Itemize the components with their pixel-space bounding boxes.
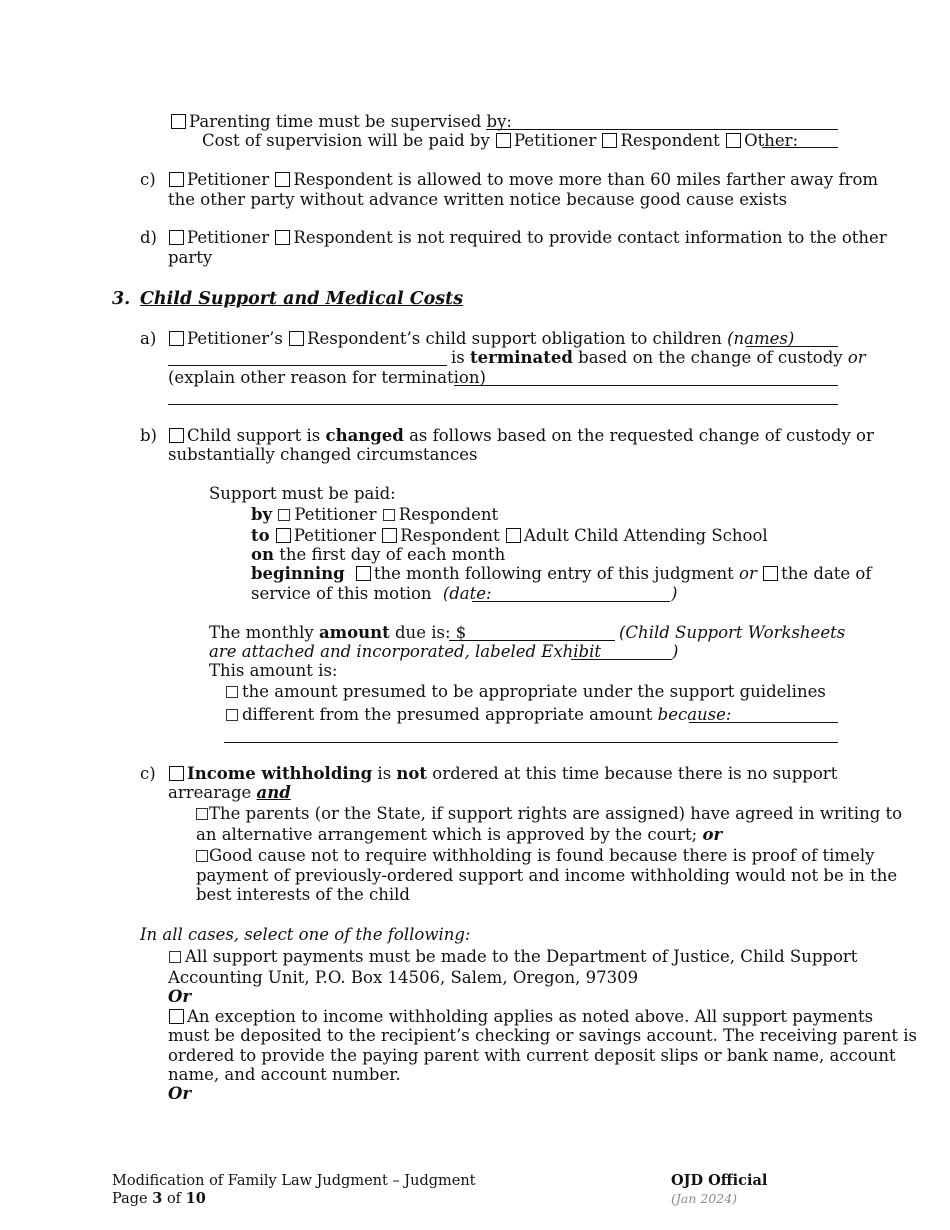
by-label: by — [251, 505, 273, 524]
item-c-move-line1 — [168, 170, 878, 190]
move-respondent-checkbox[interactable] — [275, 172, 290, 187]
beginning-service-checkbox[interactable] — [763, 566, 778, 581]
contact-petitioner-checkbox[interactable] — [169, 230, 184, 245]
paid-to-petitioner-label: Petitioner — [293, 526, 377, 545]
support-changed-line1-text: as follows based on the requested change of custody or — [409, 426, 874, 445]
cost-respondent-checkbox[interactable] — [602, 133, 617, 148]
footer-page-total: 10 — [185, 1190, 206, 1207]
terminated-or: or — [847, 348, 866, 367]
agreed-line2-text: an alternative arrangement which is approved by the court; — [196, 825, 698, 844]
service-date-close: ) — [671, 584, 678, 603]
exception-line4: name, and account number. — [168, 1065, 401, 1084]
exhibit-label-field[interactable] — [571, 659, 672, 660]
paid-to-adult-child-label: Adult Child Attending School — [523, 526, 768, 545]
monthly-amount-line — [209, 623, 466, 643]
contact-petitioner-label: Petitioner — [187, 228, 270, 247]
support-is-text: Child support is — [187, 426, 321, 445]
footer-page-number — [112, 1189, 206, 1209]
paid-by-respondent-label: Respondent — [398, 505, 499, 524]
support-changed-checkbox[interactable] — [169, 428, 184, 443]
paid-by-line — [251, 505, 498, 525]
footer-page-word: Page — [112, 1191, 148, 1207]
amount-word: amount — [318, 623, 390, 642]
terminated-is: is — [451, 348, 465, 367]
to-label: to — [251, 526, 270, 545]
exception-checkbox[interactable] — [169, 1009, 184, 1024]
cost-petitioner-label: Petitioner — [514, 131, 597, 150]
item-c-move-line2: the other party without advance written notice because good cause exists — [168, 190, 788, 209]
footer-revision: (Jan 2024) — [671, 1191, 738, 1206]
because-label: because: — [657, 705, 732, 724]
good-cause-checkbox[interactable] — [196, 850, 208, 862]
children-names-field-2[interactable] — [168, 365, 447, 366]
supervision-cost-line — [202, 131, 798, 151]
footer-official: OJD Official — [671, 1172, 768, 1189]
agreed-line2 — [196, 825, 722, 845]
different-text: different from the presumed appropriate amount — [242, 705, 653, 724]
changed-word: changed — [325, 426, 404, 445]
because-field-1[interactable] — [689, 722, 838, 723]
supervision-cost-label: Cost of supervision will be paid by — [202, 131, 490, 150]
beginning-line — [251, 564, 871, 584]
presumed-checkbox[interactable] — [226, 686, 238, 698]
due-is-text: due is: $ — [395, 623, 467, 642]
beginning-or: or — [739, 564, 757, 583]
withholding-not: not — [396, 764, 428, 783]
arrearage-text: arrearage — [168, 783, 252, 802]
obligation-respondent-checkbox[interactable] — [289, 331, 304, 346]
contact-respondent-checkbox[interactable] — [275, 230, 290, 245]
paid-by-respondent-checkbox[interactable] — [383, 509, 395, 521]
obligation-petitioner-label: Petitioner’s — [187, 329, 283, 348]
item-3b-line2: substantially changed circumstances — [168, 445, 478, 464]
supervised-checkbox[interactable] — [171, 114, 186, 129]
withholding-rest-text: ordered at this time because there is no support — [432, 764, 838, 783]
presumed-line — [225, 682, 826, 702]
different-line — [225, 705, 731, 725]
all-cases-or-2: Or — [168, 1084, 192, 1103]
good-cause-line3: best interests of the child — [196, 885, 410, 904]
because-field-2[interactable] — [224, 742, 838, 743]
income-withholding-checkbox[interactable] — [169, 766, 184, 781]
service-date-label: (date: — [442, 584, 492, 603]
all-cases-label: In all cases, select one of the following: — [140, 925, 471, 944]
exhibit-close: ) — [672, 642, 679, 661]
doj-payment-line1-text: All support payments must be made to the Department of Justice, Child Support — [185, 947, 858, 966]
obligation-line1-text: Respondent’s child support obligation to children — [307, 329, 722, 348]
move-petitioner-checkbox[interactable] — [169, 172, 184, 187]
item-d-contact-line1 — [168, 228, 887, 248]
move-petitioner-label: Petitioner — [187, 170, 270, 189]
terminated-based-text: based on the change of custody — [578, 348, 843, 367]
explain-field-2[interactable] — [168, 404, 838, 405]
arrearage-line — [168, 783, 291, 803]
paid-to-respondent-checkbox[interactable] — [382, 528, 397, 543]
item-3b-line1 — [168, 426, 874, 446]
agreed-checkbox[interactable] — [196, 808, 208, 820]
cost-other-field[interactable] — [762, 147, 838, 148]
item-c-move-marker: c) — [140, 170, 156, 189]
good-cause-line1-text: Good cause not to require withholding is found because there is proof of timely — [209, 846, 875, 865]
move-line1-text: Respondent is allowed to move more than 60 miles farther away from — [293, 170, 879, 189]
good-cause-line2: payment of previously-ordered support and income withholding would not be in the — [196, 866, 898, 885]
cost-other-label: Other: — [744, 131, 799, 150]
on-text: the first day of each month — [279, 545, 506, 564]
different-checkbox[interactable] — [226, 709, 238, 721]
footer-of-word: of — [166, 1191, 182, 1207]
supervised-by-label: Parenting time must be supervised by: — [189, 112, 512, 131]
agreed-or: or — [702, 825, 723, 844]
beginning-month-checkbox[interactable] — [356, 566, 371, 581]
cost-respondent-label: Respondent — [620, 131, 720, 150]
item-3a-line2 — [451, 348, 866, 368]
item-3c-line1 — [168, 764, 837, 784]
agreed-line1-text: The parents (or the State, if support rights are assigned) have agreed in writing to — [209, 804, 903, 823]
agreed-line1 — [196, 804, 902, 824]
children-names-field-1[interactable] — [746, 346, 838, 347]
explain-label: (explain other reason for termination) — [168, 368, 486, 387]
item-d-contact-marker: d) — [140, 228, 157, 247]
paid-by-petitioner-label: Petitioner — [294, 505, 377, 524]
exception-line3: ordered to provide the paying parent with current deposit slips or bank name, account — [168, 1046, 896, 1065]
doj-payment-checkbox[interactable] — [169, 951, 181, 963]
service-line — [251, 584, 492, 604]
cost-petitioner-checkbox[interactable] — [496, 133, 511, 148]
contact-line1-text: Respondent is not required to provide contact information to the other — [293, 228, 887, 247]
item-3b-marker: b) — [140, 426, 157, 445]
worksheets-text: (Child Support Worksheets — [619, 623, 846, 642]
section3-title: Child Support and Medical Costs — [140, 289, 464, 309]
beginning-month-text: the month following entry of this judgment — [373, 564, 734, 583]
exception-line1 — [168, 1007, 873, 1027]
paid-by-petitioner-checkbox[interactable] — [278, 509, 290, 521]
doj-payment-line1 — [168, 947, 857, 967]
income-withholding-word: Income withholding — [187, 764, 373, 783]
paid-to-respondent-label: Respondent — [400, 526, 500, 545]
support-paid-label: Support must be paid: — [209, 484, 396, 503]
supervised-by-line — [170, 112, 512, 132]
children-names-label: (names) — [727, 329, 795, 348]
attached-text: are attached and incorporated, labeled Exhibit — [209, 642, 602, 661]
all-cases-or-1: Or — [168, 987, 192, 1006]
explain-field-1[interactable] — [454, 385, 838, 386]
section3-number: 3. — [112, 289, 131, 309]
item-d-contact-line2: party — [168, 248, 213, 267]
presumed-text: the amount presumed to be appropriate under the support guidelines — [242, 682, 826, 701]
supervised-by-field[interactable] — [486, 129, 838, 130]
beginning-service-text: the date of — [781, 564, 872, 583]
paid-to-petitioner-checkbox[interactable] — [276, 528, 291, 543]
monthly-text: The monthly — [209, 623, 314, 642]
exception-line2: must be deposited to the recipient’s checking or savings account. The receiving parent is — [168, 1026, 918, 1045]
cost-other-checkbox[interactable] — [726, 133, 741, 148]
paid-on-line — [251, 545, 505, 565]
item-3c-marker: c) — [140, 764, 156, 783]
good-cause-line1 — [196, 846, 874, 866]
item-3a-marker: a) — [140, 329, 157, 348]
on-label: on — [251, 545, 275, 564]
monthly-amount-field[interactable] — [449, 640, 615, 641]
arrearage-and: and — [256, 783, 291, 802]
paid-to-adult-child-checkbox[interactable] — [506, 528, 521, 543]
service-text: service of this motion — [251, 584, 432, 603]
footer-page-num: 3 — [152, 1190, 163, 1207]
terminated-word: terminated — [470, 348, 573, 367]
withholding-is: is — [377, 764, 392, 783]
beginning-label: beginning — [251, 564, 345, 583]
service-date-field[interactable] — [472, 601, 670, 602]
amount-is-label: This amount is: — [209, 661, 338, 680]
doj-payment-line2: Accounting Unit, P.O. Box 14506, Salem, Oregon, 97309 — [168, 968, 639, 987]
footer-doc-title: Modification of Family Law Judgment – Judgment — [112, 1173, 476, 1189]
paid-to-line — [251, 526, 768, 546]
exception-line1-text: An exception to income withholding applies as noted above. All support payments — [187, 1007, 874, 1026]
item-3a-line1 — [168, 329, 794, 349]
obligation-petitioner-checkbox[interactable] — [169, 331, 184, 346]
